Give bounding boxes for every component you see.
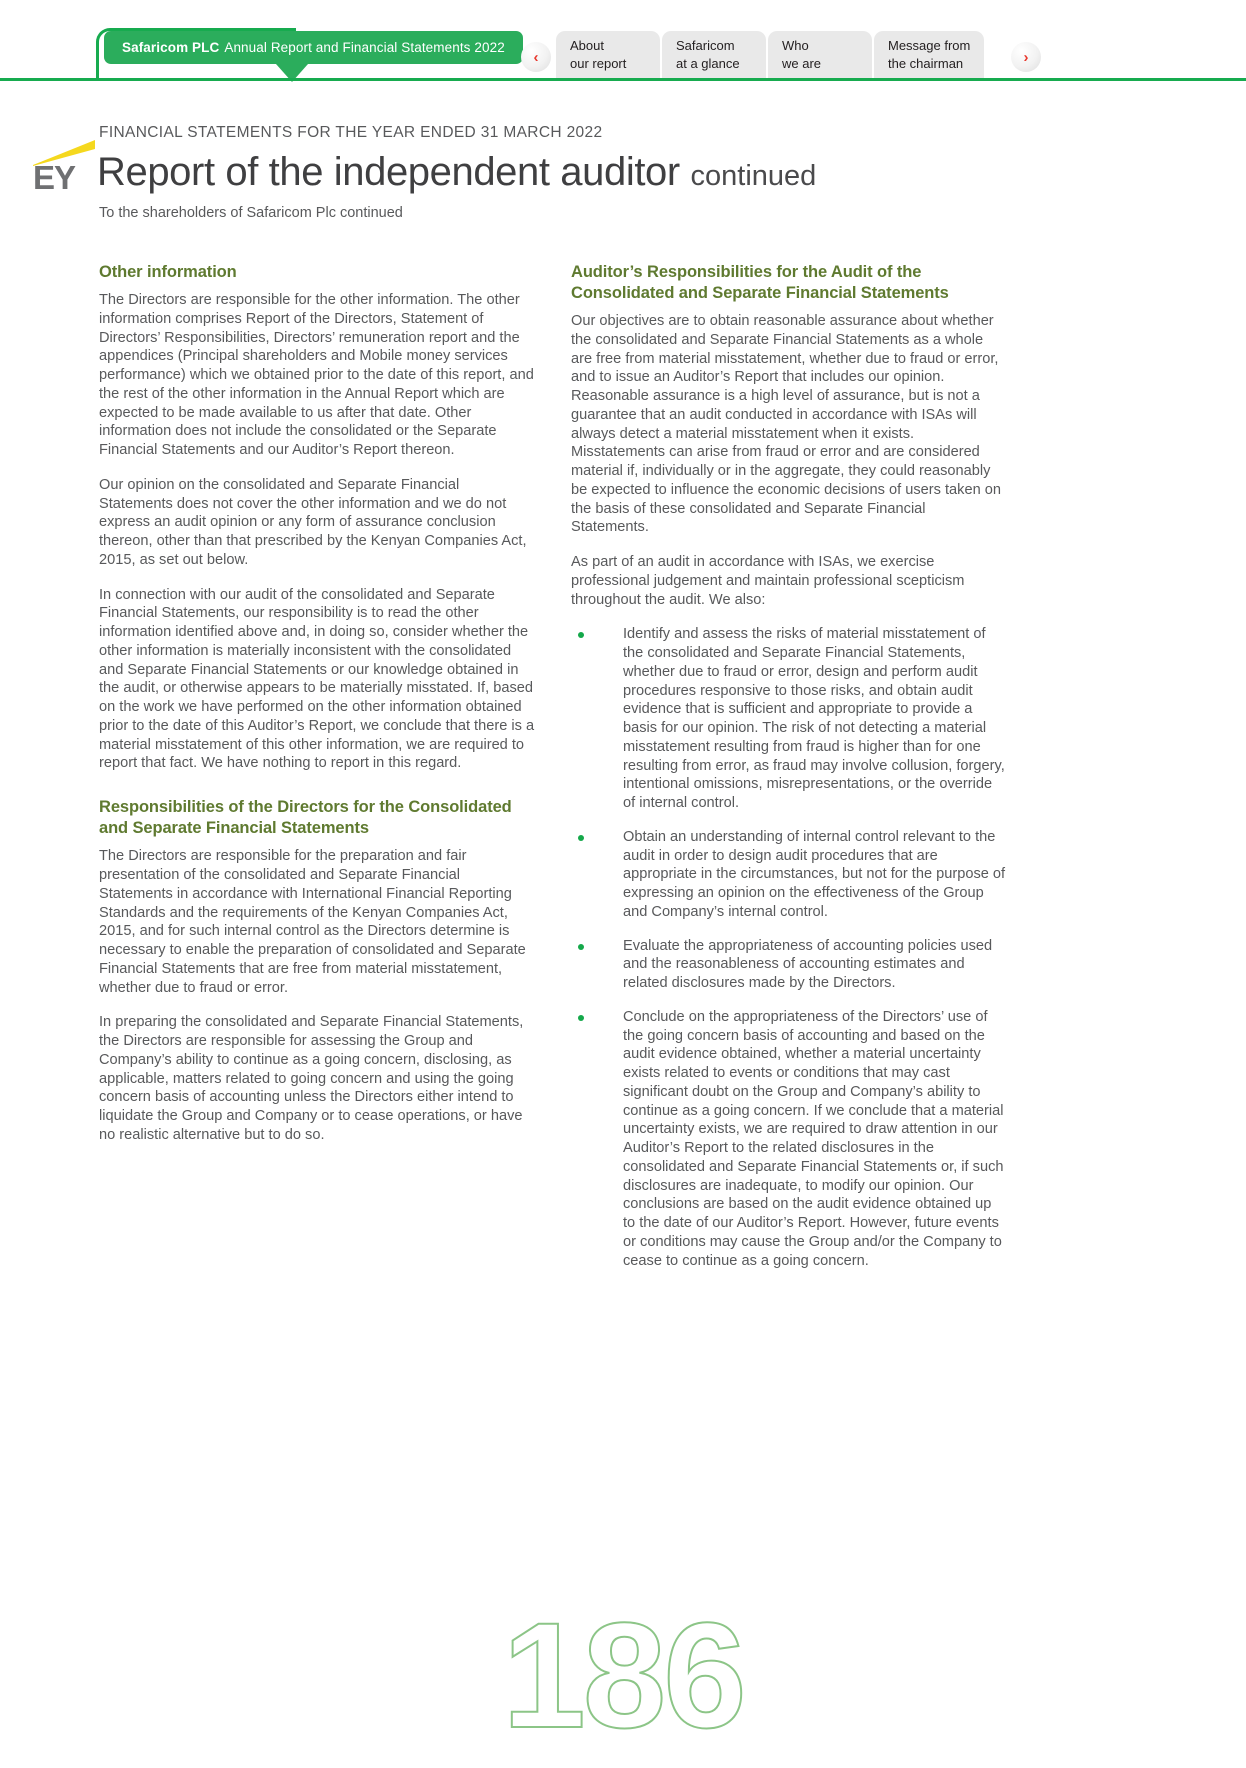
- right-column: [571, 262, 1007, 1285]
- bullet-dot-icon: [578, 944, 584, 950]
- page-title-main: Report of the independent auditor: [97, 150, 680, 194]
- page-title: [97, 150, 816, 195]
- list-item-text: Evaluate the appropriateness of accounting policies used and the reasonableness of accounting estimates and related disclosures made by the Directors.: [623, 937, 993, 992]
- paragraph: In preparing the consolidated and Separate Financial Statements, the Directors are responsible for assessing the Group and Company’s ability to continue as a going concern, disclosing, as applicable, matters related to going concern and using the going concern basis of accounting unless the Directors either intend to liquidate the Group and Company or to cease operations, or have no realistic alternative but to do so.: [99, 1014, 524, 1143]
- heading-responsibilities-of-the-directors: Responsibilities of the Directors for the Consolidated and Separate Financial Statements: [99, 798, 512, 838]
- list-item-text: Conclude on the appropriateness of the Directors’ use of the going concern basis of accounting and based on the audit evidence obtained, whether a material uncertainty exists related to events or conditions that may cast significant doubt on the Group and Company’s ability to continue as a going concern. If we conclude that a material uncertainty exists, we are required to draw attention in our Auditor’s Report to the related disclosures in the consolidated and Separate Financial Statements or, if such disclosures are inadequate, to modify our opinion. Our conclusions are based on the audit evidence obtained up to the date of our Auditor’s Report. However, future events or conditions may cause the Group and/or the Company to cease to continue as a going concern.: [623, 1008, 1004, 1269]
- paragraph: Our opinion on the consolidated and Separate Financial Statements does not cover the other information and we do not express an audit opinion or any form of assurance conclusion thereon, other than that prescribed by the Kenyan Companies Act, 2015, as set out below.: [99, 476, 527, 568]
- paragraph: The Directors are responsible for the other information. The other information comprises Report of the Directors, Statement of Directors’ Responsibilities, Directors’ remuneration report and the appendices (Principal shareholders and Mobile money services performance) which we obtained prior to the date of this report, and the rest of the other information in the Annual Report which are expected to be made available to us after that date. Other information does not include the consolidated or the Separate Financial Statements and our Auditor’s Report thereon.: [99, 292, 534, 459]
- list-item: [571, 937, 1007, 993]
- page-number: 186: [502, 1591, 744, 1759]
- tab-label-line2: the chairman: [888, 56, 964, 72]
- paragraph: The Directors are responsible for the preparation and fair presentation of the consolidated and Separate Financial Statements in accordance with International Financial Reporting Standards and the requirements of the Kenyan Companies Act, 2015, and for such internal control as the Directors determine is necessary to enable the preparation of consolidated and Separate Financial Statements that are free from material misstatement, whether due to fraud or error.: [99, 848, 526, 996]
- ey-logo-letters: EY: [33, 159, 76, 196]
- tab-label-line1: About: [570, 38, 604, 53]
- bullet-dot-icon: [578, 1015, 584, 1021]
- tab-message-from-the-chairman[interactable]: [874, 31, 984, 78]
- list-item: [571, 828, 1007, 922]
- left-column: [99, 262, 535, 1145]
- page-header: [0, 0, 1246, 92]
- header-divider-rule: [0, 78, 1246, 81]
- brand-pill: [104, 31, 523, 64]
- page-eyebrow: FINANCIAL STATEMENTS FOR THE YEAR ENDED 31 MARCH 2022: [99, 124, 603, 141]
- bullet-dot-icon: [578, 835, 584, 841]
- heading-other-information: Other information: [99, 263, 237, 281]
- prev-arrow-button[interactable]: [521, 42, 551, 72]
- paragraph: In connection with our audit of the consolidated and Separate Financial Statements, our responsibility is to read the other information identified above and, in doing so, consider whether the other information is materially inconsistent with the consolidated and Separate Financial Statements or our knowledge obtained in the audit, or otherwise appears to be materially misstated. If, based on the work we have performed on the other information obtained prior to the date of this Auditor’s Report, we conclude that there is a material misstatement of this other information, we are required to report that fact. We have nothing to report in this regard.: [99, 586, 535, 772]
- tab-label-line2: our report: [570, 56, 627, 72]
- brand-name: Safaricom PLC: [122, 40, 220, 55]
- brand-subtitle: Annual Report and Financial Statements 2022: [224, 40, 505, 55]
- tab-label-line1: Message from: [888, 38, 971, 53]
- tab-label-line1: Safaricom: [676, 38, 735, 53]
- tab-safaricom-at-a-glance[interactable]: [662, 31, 766, 78]
- paragraph: Our objectives are to obtain reasonable assurance about whether the consolidated and Separate Financial Statements as a whole are free from material misstatement, whether due to fraud or error, and to issue an Auditor’s Report that includes our opinion. Reasonable assurance is a high level of assurance, but is not a guarantee that an audit conducted in accordance with ISAs will always detect a material misstatement when it exists. Misstatements can arise from fraud or error and are considered material if, individually or in the aggregate, they could reasonably be expected to influence the economic decisions of users taken on the basis of these consolidated and Separate Financial Statements.: [571, 313, 1001, 536]
- tab-label-line1: Who: [782, 38, 809, 53]
- chevron-left-icon: ‹: [533, 48, 539, 66]
- section-tabs: [556, 31, 986, 78]
- tab-label-line2: we are: [782, 56, 822, 72]
- tab-who-we-are[interactable]: [768, 31, 872, 78]
- next-arrow-button[interactable]: [1011, 42, 1041, 72]
- tab-label-line2: at a glance: [676, 56, 740, 72]
- page-subtitle: To the shareholders of Safaricom Plc continued: [99, 205, 403, 221]
- chevron-right-icon: ›: [1023, 48, 1029, 66]
- ey-logo: [33, 140, 95, 196]
- list-item-text: Identify and assess the risks of material misstatement of the consolidated and Separate Financial Statements, whether due to fraud or error, design and perform audit procedures responsive to those risks, and obtain audit evidence that is sufficient and appropriate to provide a basis for our opinion. The risk of not detecting a material misstatement resulting from fraud is higher than for one resulting from error, as fraud may involve collusion, forgery, intentional omissions, misrepresentations, or the override of internal control.: [623, 626, 1005, 812]
- list-item: [571, 1008, 1007, 1271]
- page-title-continued: continued: [690, 160, 817, 192]
- auditor-procedures-list: [571, 625, 1007, 1270]
- bullet-dot-icon: [578, 632, 584, 638]
- list-item-text: Obtain an understanding of internal control relevant to the audit in order to design audit procedures that are appropriate in the circumstances, but not for the purpose of expressing an opinion on the effectiveness of the Group and Company’s internal control.: [623, 828, 1006, 920]
- heading-auditors-responsibilities: Auditor’s Responsibilities for the Audit of the Consolidated and Separate Financial Statements: [571, 263, 949, 303]
- list-item: [571, 625, 1007, 813]
- paragraph: As part of an audit in accordance with ISAs, we exercise professional judgement and maintain professional scepticism throughout the audit. We also:: [571, 554, 965, 608]
- tab-about-our-report[interactable]: [556, 31, 660, 78]
